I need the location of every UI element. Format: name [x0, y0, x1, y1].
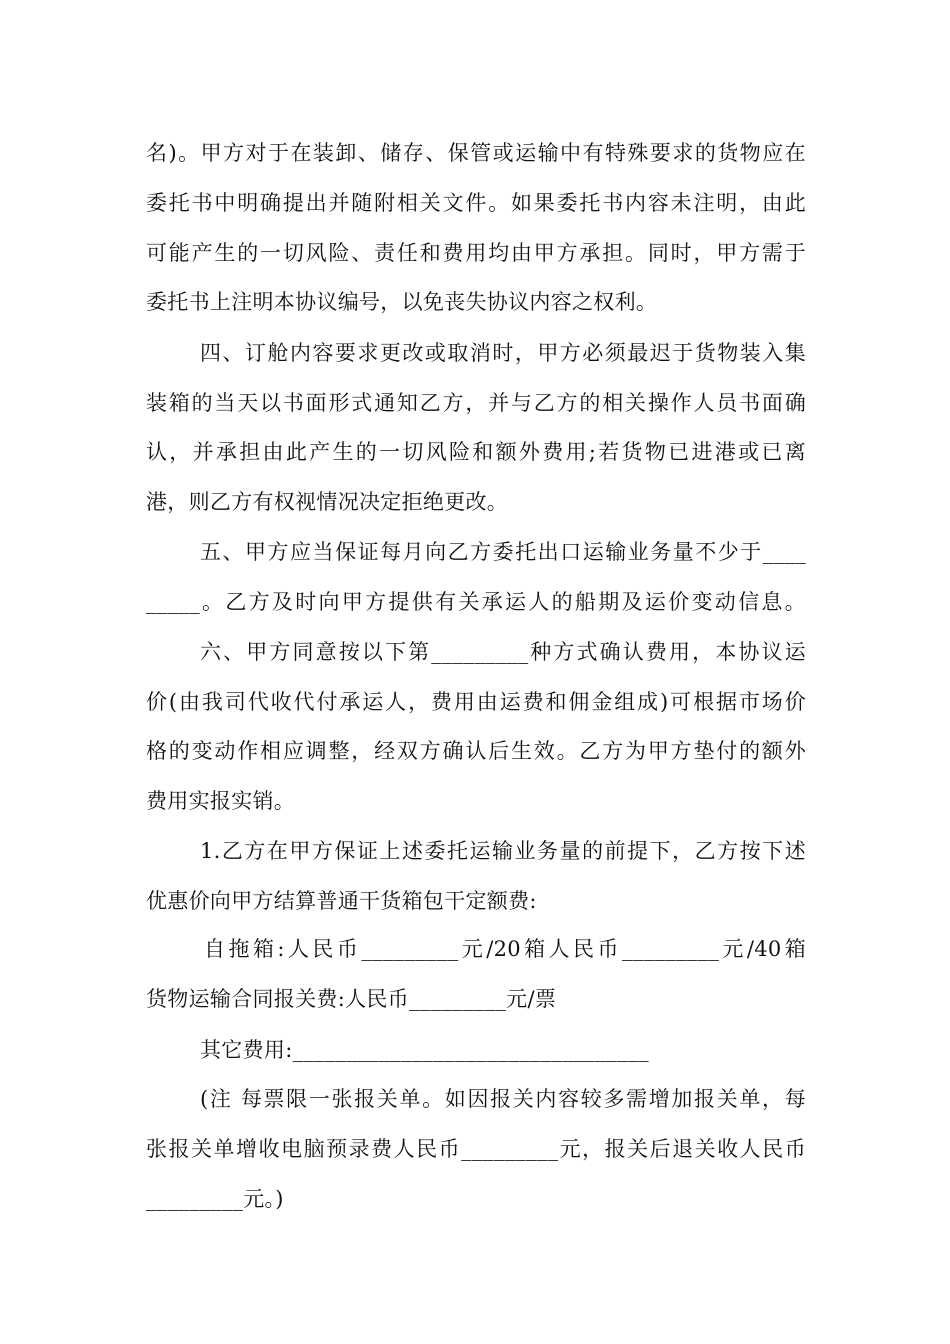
note-line-1: (注 每票限一张报关单。如因报关内容较多需增加报关单，每 — [200, 1087, 806, 1111]
clause-4-line-4: 港，则乙方有权视情况决定拒绝更改。 — [146, 490, 509, 514]
self-haul-fee-line: 自拖箱:人民币_________元/20箱人民币_________元/40箱 — [204, 937, 806, 961]
clause-6-line-4: 费用实报实销。 — [146, 789, 296, 813]
clause-5-line-2: _____。乙方及时向甲方提供有关承运人的船期及运价变动信息。 — [146, 590, 806, 614]
clause-4-line-2: 装箱的当天以书面形式通知乙方，并与乙方的相关操作人员书面确 — [146, 391, 806, 415]
note-line-2: 张报关单增收电脑预录费人民币_________元，报关后退关收人民币 — [146, 1137, 806, 1161]
clause-6-line-3: 格的变动作相应调整，经双方确认后生效。乙方为甲方垫付的额外 — [146, 739, 806, 763]
clause-4-line-1: 四、订舱内容要求更改或取消时，甲方必须最迟于货物装入集 — [200, 341, 806, 365]
clause-6-line-1: 六、甲方同意按以下第_________种方式确认费用，本协议运 — [200, 640, 806, 664]
paragraph-3-line-3: 可能产生的一切风险、责任和费用均由甲方承担。同时，甲方需于 — [146, 241, 806, 265]
clause-4-line-3: 认，并承担由此产生的一切风险和额外费用;若货物已进港或已离 — [146, 440, 806, 464]
clause-5-line-1: 五、甲方应当保证每月向乙方委托出口运输业务量不少于____ — [200, 540, 806, 564]
item-1-line-1: 1.乙方在甲方保证上述委托运输业务量的前提下，乙方按下述 — [200, 839, 806, 863]
item-1-line-2: 优惠价向甲方结算普通干货箱包干定额费: — [146, 889, 537, 913]
note-line-3: _________元。) — [146, 1187, 284, 1211]
customs-fee-line: 货物运输合同报关费:人民币_________元/票 — [146, 987, 557, 1011]
other-fees-line: 其它费用:_________________________________ — [200, 1038, 649, 1062]
clause-6-line-2: 价(由我司代收代付承运人，费用由运费和佣金组成)可根据市场价 — [146, 690, 806, 714]
paragraph-3-line-4: 委托书上注明本协议编号，以免丧失协议内容之权利。 — [146, 290, 658, 314]
paragraph-3-line-2: 委托书中明确提出并随附相关文件。如果委托书内容未注明，由此 — [146, 191, 806, 215]
paragraph-3-line-1: 名)。甲方对于在装卸、储存、保管或运输中有特殊要求的货物应在 — [146, 141, 806, 165]
